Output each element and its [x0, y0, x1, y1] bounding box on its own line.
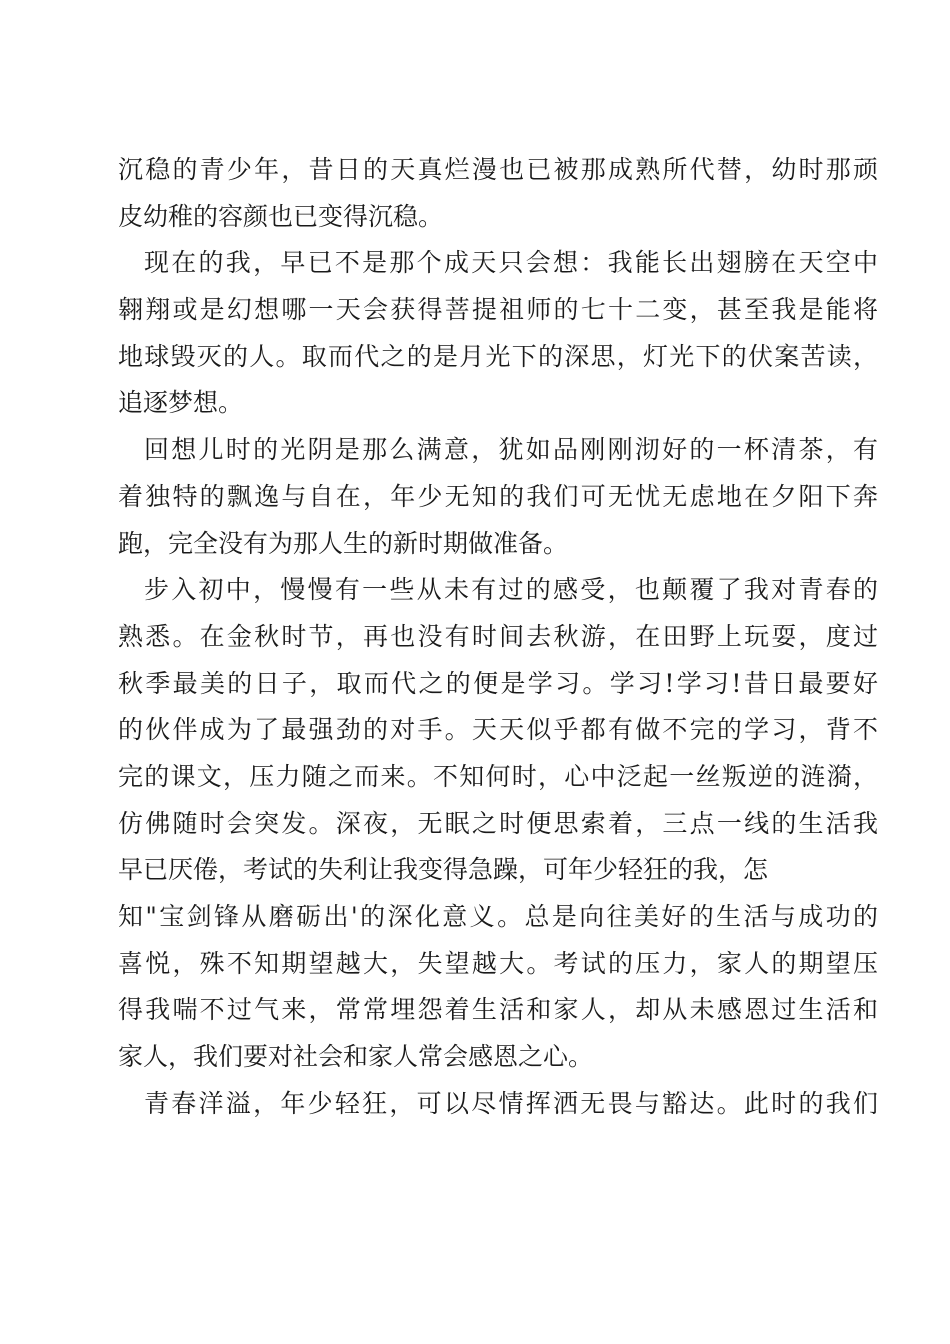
text-line: 跑，完全没有为那人生的新时期做准备。: [118, 528, 569, 558]
text-line: 知"宝剑锋从磨砺出'的深化意义。总是向往美好的生活与成功的: [118, 902, 878, 931]
text-line: 着独特的飘逸与自在，年少无知的我们可无忧无虑地在夕阳下奔: [118, 481, 878, 511]
text-line: 地球毁灭的人。取而代之的是月光下的深思，灯光下的伏案苦读，: [118, 341, 878, 371]
text-line: 追逐梦想。: [118, 388, 244, 418]
text-line: 沉稳的青少年，昔日的天真烂漫也已被那成熟所代替，幼时那顽: [118, 155, 878, 184]
text-line: 熟悉。在金秋时节，再也没有时间去秋游，在田野上玩耍，度过: [118, 621, 878, 651]
text-line: 步入初中，慢慢有一些从未有过的感受，也颠覆了我对青春的: [144, 575, 878, 605]
text-line: 翱翔或是幻想哪一天会获得菩提祖师的七十二变，甚至我是能将: [118, 295, 878, 325]
text-line: 青春洋溢，年少轻狂，可以尽情挥洒无畏与豁达。此时的我们: [144, 1088, 878, 1118]
text-line: 家人，我们要对社会和家人常会感恩之心。: [118, 1042, 594, 1072]
text-line: 仿佛随时会突发。深夜，无眠之时便思索着，三点一线的生活我: [118, 808, 878, 838]
text-line: 喜悦，殊不知期望越大，失望越大。考试的压力，家人的期望压: [118, 948, 878, 978]
text-line: 得我喘不过气来，常常埋怨着生活和家人，却从未感恩过生活和: [118, 995, 878, 1025]
text-line: 回想儿时的光阴是那么满意，犹如品刚刚沏好的一杯清茶，有: [144, 435, 878, 465]
text-line: 秋季最美的日子，取而代之的便是学习。学习!学习!昔日最要好: [118, 668, 878, 698]
text-line: 现在的我，早已不是那个成天只会想：我能长出翅膀在天空中: [144, 248, 878, 278]
document-body-text: [118, 147, 878, 1127]
text-line: 完的课文，压力随之而来。不知何时，心中泛起一丝叛逆的涟漪，: [118, 761, 878, 791]
text-line: 的伙伴成为了最强劲的对手。天天似乎都有做不完的学习，背不: [118, 715, 878, 745]
text-line: 皮幼稚的容颜也已变得沉稳。: [118, 201, 444, 231]
text-line: 早已厌倦，考试的失利让我变得急躁，可年少轻狂的我，怎: [118, 855, 769, 885]
